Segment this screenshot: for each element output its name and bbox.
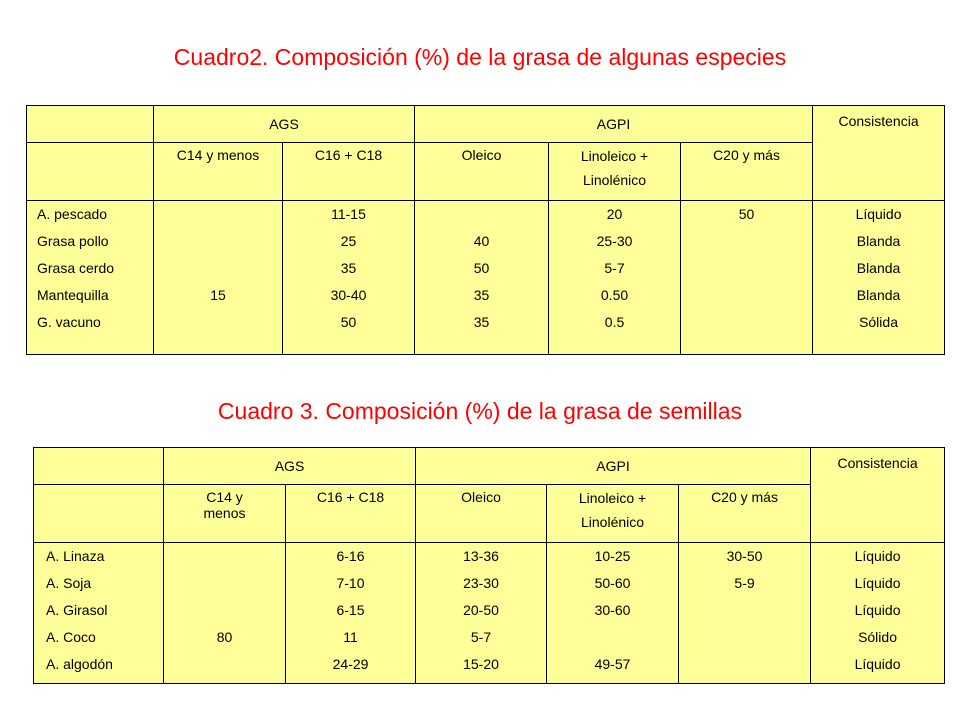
table2-c20-value: 5-9 <box>734 575 755 591</box>
table2-linoleico-value: 49-57 <box>594 656 631 672</box>
table1-corner-cell <box>27 106 154 143</box>
table1-title: Cuadro2. Composición (%) de la grasa de algunas especies <box>173 44 787 70</box>
table1-c16-value: 50 <box>340 314 357 330</box>
table1-oleico-value: 40 <box>473 233 490 249</box>
table1-consistencia-value: Líquido <box>855 206 902 222</box>
table2-c20-cell <box>679 543 811 684</box>
table1-row-name: Mantequilla <box>37 287 109 303</box>
table1-c20-value: 50 <box>738 206 755 222</box>
table1-oleico-value: 50 <box>473 260 490 276</box>
table2-title: Cuadro 3. Composición (%) de la grasa de semillas <box>217 398 743 424</box>
table2-oleico-value: 23-30 <box>463 575 499 591</box>
table1-consistencia-value: Blanda <box>856 260 901 276</box>
table2-header-c14-line1: C14 y <box>206 489 243 505</box>
table2-row-name: A. Coco <box>46 629 96 645</box>
table1-c16-value: 30-40 <box>330 287 367 303</box>
table2-consistencia-value: Líquido <box>854 656 901 672</box>
table1-consistencia-value: Sólida <box>859 314 898 330</box>
table1-header-linoleico <box>549 143 681 201</box>
table2-c16-value: 24-29 <box>332 656 369 672</box>
table2-header-linoleico <box>547 485 679 543</box>
table2-c14-value: 80 <box>216 629 233 645</box>
table2-header-linoleico-line1: Linoleico + <box>578 490 647 506</box>
table2-header-c14 <box>164 485 286 543</box>
table1-species-cell <box>27 201 154 355</box>
table2-linoleico-value: 30-60 <box>594 602 631 618</box>
table2-row-name: A. Linaza <box>46 548 105 564</box>
table1-consistencia-cell <box>813 201 945 355</box>
table2-c16-value: 6-15 <box>336 602 365 618</box>
table2-oleico-value: 15-20 <box>463 656 499 672</box>
table1-row-name: Grasa pollo <box>37 233 109 249</box>
table2-row-name: A. Soja <box>46 575 92 591</box>
table2-oleico-value: 5-7 <box>470 629 492 645</box>
table2-header-c14-line2: menos <box>203 505 246 521</box>
table1-consistencia-value: Blanda <box>856 287 901 303</box>
table2-c14-cell <box>164 543 286 684</box>
table2-header-c20: C20 y más <box>679 485 811 543</box>
table1-oleico-value: 35 <box>473 287 490 303</box>
table1-header-c16: C16 + C18 <box>283 143 415 201</box>
table1-header-oleico: Oleico <box>415 143 549 201</box>
table1-linoleico-value: 0.50 <box>600 287 629 303</box>
table1-linoleico-value: 5-7 <box>604 260 625 276</box>
table2-consistencia-cell <box>811 543 945 684</box>
table1-oleico-cell <box>415 201 549 355</box>
table1-header-linoleico-line2: Linolénico <box>582 172 647 188</box>
table1-c16-value: 25 <box>340 233 357 249</box>
table1-linoleico-value: 25-30 <box>596 233 633 249</box>
table1-header-agpi: AGPI <box>415 106 813 143</box>
table1-row-name: A. pescado <box>37 206 108 222</box>
table2-c16-cell <box>286 543 416 684</box>
table2-c20-value: 30-50 <box>726 548 763 564</box>
table2-header-oleico: Oleico <box>416 485 547 543</box>
table1-consistencia-value: Blanda <box>856 233 901 249</box>
table2-linoleico-value: 10-25 <box>594 548 631 564</box>
table1-linoleico-cell <box>549 201 681 355</box>
table1-c14-cell <box>154 201 283 355</box>
table1-header-c14: C14 y menos <box>154 143 283 201</box>
table2-consistencia-value: Líquido <box>854 602 901 618</box>
table1-linoleico-value: 0.5 <box>604 314 625 330</box>
table2-linoleico-value: 50-60 <box>594 575 631 591</box>
table2-header-consistencia: Consistencia <box>811 448 945 543</box>
table1-header-linoleico-line1: Linoleico + <box>580 148 649 164</box>
table1-header-consistencia: Consistencia <box>813 106 945 201</box>
table1-c20-cell <box>681 201 813 355</box>
table1-c16-value: 11-15 <box>331 206 366 222</box>
table1-c14-value: 15 <box>210 287 226 303</box>
table2-consistencia-value: Líquido <box>854 575 901 591</box>
table2-linoleico-cell <box>547 543 679 684</box>
table2-header-c16: C16 + C18 <box>286 485 416 543</box>
table1-c16-cell <box>283 201 415 355</box>
table1-linoleico-value: 20 <box>606 206 623 222</box>
table2-species-cell <box>34 543 164 684</box>
table1 <box>26 105 945 355</box>
table2-consistencia-value: Líquido <box>854 548 901 564</box>
table2-row-name: A. Girasol <box>46 602 108 618</box>
table2-consistencia-value: Sólido <box>858 629 897 645</box>
table1-row-name: Grasa cerdo <box>37 260 115 276</box>
table2-c16-value: 6-16 <box>336 548 365 564</box>
table1-corner-cell-2 <box>27 143 154 201</box>
table2-header-agpi: AGPI <box>416 448 811 485</box>
table1-header-c20: C20 y más <box>681 143 813 201</box>
table1-c16-value: 35 <box>340 260 357 276</box>
table2-oleico-value: 20-50 <box>463 602 499 618</box>
table2-c16-value: 7-10 <box>336 575 365 591</box>
table2-corner-cell <box>34 448 164 485</box>
table2-corner-cell-2 <box>34 485 164 543</box>
table2-oleico-value: 13-36 <box>463 548 499 564</box>
table2-oleico-cell <box>416 543 547 684</box>
table1-row-name: G. vacuno <box>37 314 101 330</box>
table1-oleico-value: 35 <box>473 314 490 330</box>
table2-header-ags: AGS <box>164 448 416 485</box>
table2-row-name: A. algodón <box>46 656 113 672</box>
table1-header-ags: AGS <box>154 106 415 143</box>
table2-header-linoleico-line2: Linolénico <box>580 514 645 530</box>
table2-c16-value: 11 <box>343 629 358 645</box>
table2 <box>33 447 945 684</box>
